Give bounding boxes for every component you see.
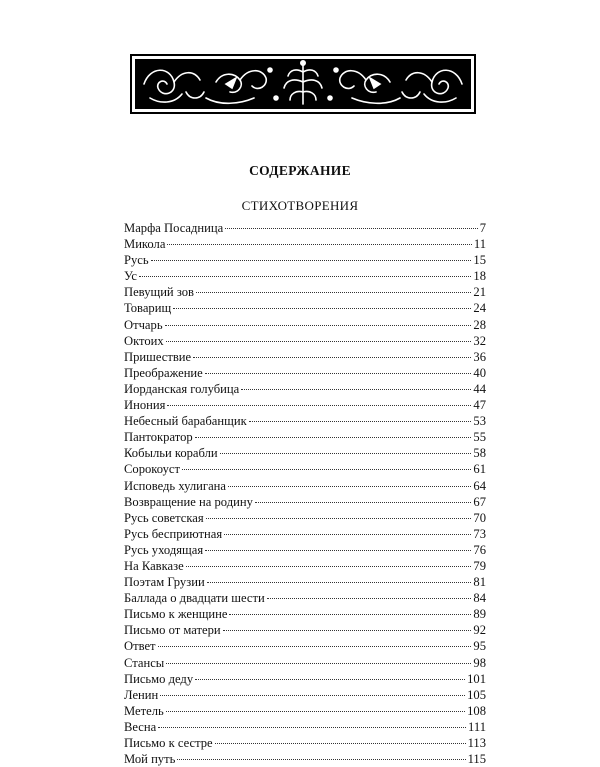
dot-leader [166,711,465,712]
toc-entry-title: Поэтам Грузии [124,575,205,590]
decorative-header-ornament [130,54,476,114]
toc-entry-title: Баллада о двадцати шести [124,591,265,606]
toc-entry [124,461,486,477]
toc-entry [124,542,486,558]
toc-entry-page: 24 [473,301,486,316]
table-of-contents [124,220,486,767]
toc-entry-title: Письмо от матери [124,623,221,638]
toc-entry-page: 108 [467,703,486,718]
toc-entry-page: 95 [473,639,486,654]
toc-entry-title: Ленин [124,687,159,702]
dot-leader [205,550,471,551]
toc-entry-page: 98 [473,655,486,670]
toc-entry-title: Сорокоуст [124,462,180,477]
toc-entry [124,510,486,526]
toc-entry-page: 101 [467,671,486,686]
dot-leader [206,518,472,519]
dot-leader [177,759,465,760]
toc-entry-page: 36 [473,349,486,364]
toc-entry-title: Иорданская голубица [124,381,240,396]
toc-entry [124,317,486,333]
toc-entry [124,751,486,767]
toc-entry-page: 18 [473,269,486,284]
toc-entry-title: Отчарь [124,317,163,332]
toc-entry-page: 32 [473,333,486,348]
toc-entry-page: 84 [473,591,486,606]
toc-entry-page: 92 [473,623,486,638]
toc-entry-title: Микола [124,237,166,252]
dot-leader [151,260,472,261]
toc-entry-title: Исповедь хулигана [124,478,226,493]
toc-entry-page: 67 [473,494,486,509]
toc-entry-title: Пантократор [124,430,193,445]
dot-leader [215,743,466,744]
toc-entry-page: 40 [473,365,486,380]
toc-entry-title: Инония [124,398,166,413]
toc-entry [124,622,486,638]
toc-entry-page: 64 [473,478,486,493]
toc-entry-title: Русь бесприютная [124,526,223,541]
dot-leader [166,663,471,664]
toc-entry [124,526,486,542]
toc-entry-title: Русь [124,253,149,268]
toc-entry [124,252,486,268]
dot-leader [166,341,472,342]
dot-leader [182,469,471,470]
toc-entry [124,687,486,703]
dot-leader [195,679,465,680]
dot-leader [249,421,472,422]
toc-entry-title: Возвращение на родину [124,494,253,509]
toc-entry [124,590,486,606]
toc-entry-page: 89 [473,607,486,622]
toc-entry [124,429,486,445]
dot-leader [167,244,471,245]
toc-entry [124,381,486,397]
dot-leader [167,405,471,406]
dot-leader [173,308,471,309]
toc-entry-page: 44 [473,381,486,396]
toc-entry-title: Товарищ [124,301,172,316]
toc-entry-title: Ус [124,269,137,284]
toc-entry-title: Кобыльи корабли [124,446,218,461]
dot-leader [223,630,472,631]
dot-leader [196,292,471,293]
toc-entry-title: Марфа Посадница [124,221,224,235]
dot-leader [267,598,472,599]
toc-entry [124,220,486,236]
toc-entry-page: 115 [467,752,486,767]
toc-entry-title: Метель [124,703,164,718]
dot-leader [220,453,472,454]
toc-entry-title: На Кавказе [124,558,184,573]
toc-entry-title: Небесный барабанщик [124,414,247,429]
dot-leader [186,566,472,567]
toc-entry-title: Русь советская [124,510,204,525]
dot-leader [158,646,472,647]
dot-leader [139,276,471,277]
toc-entry [124,494,486,510]
toc-entry-page: 7 [479,221,486,235]
toc-entry-title: Стансы [124,655,165,670]
toc-entry-page: 81 [473,575,486,590]
toc-entry-page: 113 [467,736,486,750]
toc-entry-title: Письмо деду [124,671,194,686]
toc-entry [124,300,486,316]
toc-entry-title: Письмо к женщине [124,607,228,622]
toc-entry [124,719,486,735]
toc-entry-title: Мой путь [124,752,176,767]
toc-entry-page: 73 [473,526,486,541]
toc-entry [124,671,486,687]
toc-entry-page: 61 [473,462,486,477]
toc-entry-title: Пришествие [124,349,192,364]
toc-entry-page: 11 [473,237,486,252]
dot-leader [241,389,471,390]
toc-entry [124,655,486,671]
toc-entry-page: 53 [473,414,486,429]
toc-entry [124,478,486,494]
toc-entry [124,606,486,622]
dot-leader [229,614,471,615]
toc-entry-page: 70 [473,510,486,525]
toc-entry [124,638,486,654]
toc-entry-page: 47 [473,398,486,413]
toc-entry [124,333,486,349]
toc-entry-title: Октоих [124,333,164,348]
dot-leader [255,502,472,503]
toc-entry [124,413,486,429]
toc-entry-title: Преображение [124,365,203,380]
dot-leader [165,325,472,326]
page-title: СОДЕРЖАНИЕ [249,163,351,178]
toc-entry [124,268,486,284]
toc-entry-title: Весна [124,719,157,734]
toc-entry-title: Письмо к сестре [124,736,213,750]
toc-entry-page: 76 [473,542,486,557]
dot-leader [207,582,472,583]
toc-entry-page: 28 [473,317,486,332]
toc-entry [124,284,486,300]
toc-entry [124,558,486,574]
toc-entry [124,445,486,461]
dot-leader [224,534,471,535]
toc-entry-page: 79 [473,558,486,573]
toc-entry [124,735,486,751]
toc-entry-title: Певущий зов [124,285,194,300]
dot-leader [160,695,465,696]
dot-leader [158,727,466,728]
toc-entry-page: 111 [468,719,486,734]
section-title: СТИХОТВОРЕНИЯ [241,198,359,213]
toc-entry [124,365,486,381]
toc-entry-title: Ответ [124,639,156,654]
dot-leader [225,228,477,229]
dot-leader [195,437,472,438]
toc-entry-page: 15 [473,253,486,268]
dot-leader [205,373,472,374]
toc-entry [124,349,486,365]
toc-entry-page: 55 [473,430,486,445]
dot-leader [228,486,471,487]
toc-entry-page: 58 [473,446,486,461]
toc-entry-page: 21 [473,285,486,300]
toc-entry-title: Русь уходящая [124,542,204,557]
toc-entry-page: 105 [467,687,486,702]
toc-entry [124,397,486,413]
toc-entry [124,236,486,252]
toc-entry [124,574,486,590]
dot-leader [193,357,471,358]
toc-entry [124,703,486,719]
